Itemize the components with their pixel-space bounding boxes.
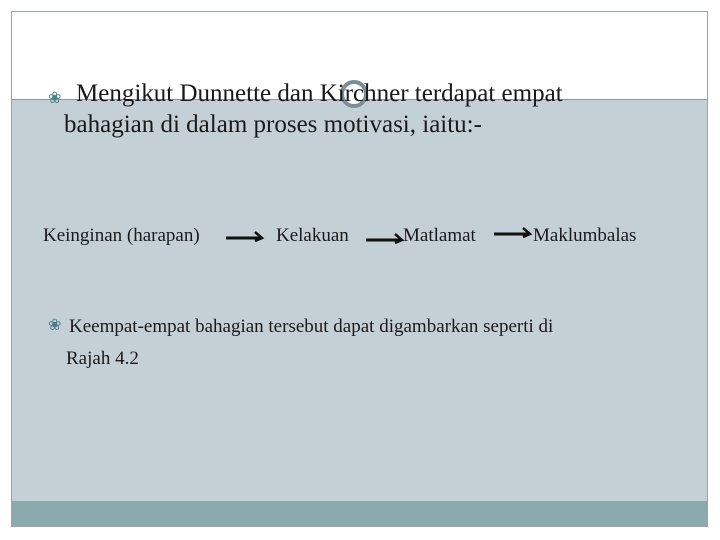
right-arrow-icon (226, 226, 266, 242)
right-arrow-icon (366, 228, 406, 244)
flow-step-keinginan: Keinginan (harapan) (43, 225, 200, 246)
bullet-icon: ❀ (48, 90, 62, 107)
flow-step-matlamat: Matlamat (403, 225, 476, 246)
main-point-line-1: Mengikut Dunnette dan Kirchner terdapat empat (76, 80, 563, 107)
main-point-line-2: bahagian di dalam proses motivasi, iaitu:- (64, 111, 482, 138)
figure-reference (66, 311, 686, 375)
bullet-icon: ❀ (48, 317, 62, 334)
figure-reference-line-2: Rajah 4.2 (66, 348, 139, 369)
main-point (64, 78, 684, 140)
flow-step-maklumbalas: Maklumbalas (533, 225, 637, 246)
right-arrow-icon (494, 222, 534, 238)
figure-reference-line-1: Keempat-empat bahagian tersebut dapat digambarkan seperti di (69, 316, 554, 337)
flow-step-kelakuan: Kelakuan (276, 225, 349, 246)
